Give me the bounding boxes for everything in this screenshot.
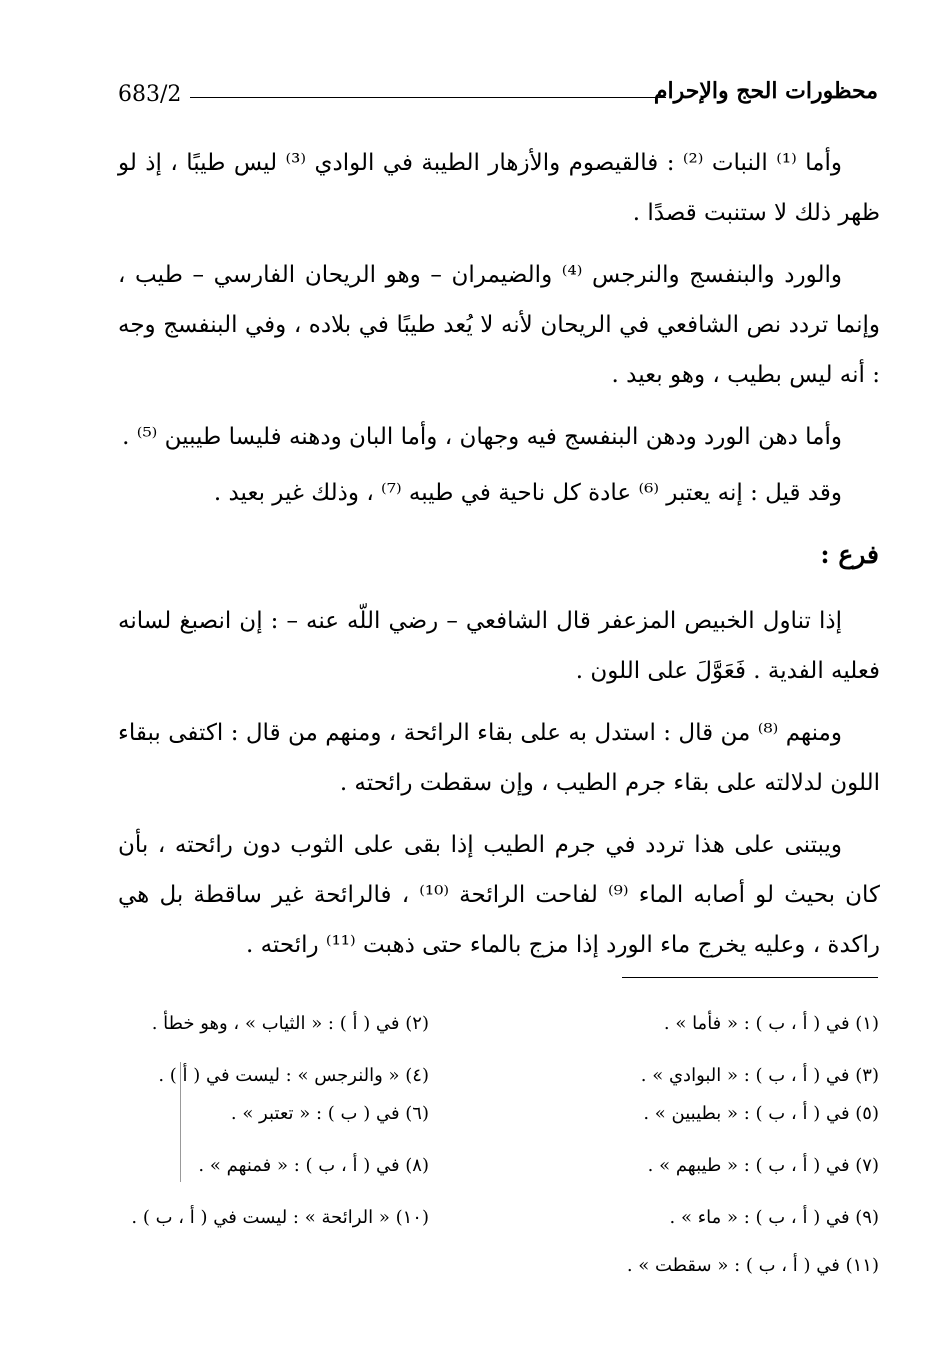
header-rule <box>190 97 666 98</box>
footnote-3: (٣) في ( أ ، ب ) : « البوادي » . <box>640 1065 879 1086</box>
paragraph-3: وأما دهن الورد ودهن البنفسج فيه وجهان ، وأما البان ودهنه فليسا طيبين ⁽⁵⁾ . <box>122 424 842 450</box>
page-header <box>118 78 878 114</box>
main-text-bottom <box>118 596 880 970</box>
footnote-10: (١٠) « الرائحة » : ليست في ( أ ، ب ) . <box>131 1207 429 1228</box>
footnote-1: (١) في ( أ ، ب ) : « فأما » . <box>663 1013 879 1034</box>
main-text-top <box>118 138 880 518</box>
footnote-6: (٦) في ( ب ) : « تعتبر » . <box>230 1103 429 1124</box>
branch-heading: فرع : <box>820 540 879 569</box>
footnote-4: (٤) « والنرجس » : ليست في ( أ ) . <box>158 1065 429 1086</box>
footnote-rule <box>622 977 878 978</box>
paragraph-2: والورد والبنفسج والنرجس ⁽⁴⁾ والضيمران – وهو الريحان الفارسي – طيب ، وإنما تردد نص الشافعي في الريحان لأنه لا يُعد طيبًا في بلاده ، وفي البنفسج وجه : أنه ليس بطيب ، وهو بعيد . <box>118 262 880 388</box>
page-number: 683/2 <box>118 82 182 107</box>
paragraph-4: وقد قيل : إنه يعتبر ⁽⁶⁾ عادة كل ناحية في طيبه ⁽⁷⁾ ، وذلك غير بعيد . <box>213 480 842 506</box>
paragraph-5: إذا تناول الخبيص المزعفر قال الشافعي – رضي اللّه عنه – : إن انصبغ لسانه فعليه الفدية . فَعَوَّلَ على اللون . <box>118 608 880 684</box>
paragraph-7: ويبتنى على هذا تردد في جرم الطيب إذا بقى على الثوب دون رائحته ، بأن كان بحيث لو أصابه الماء ⁽⁹⁾ لفاحت الرائحة ⁽¹⁰⁾ ، فالرائحة غير ساقطة بل هي راكدة ، وعليه يخرج ماء الورد إذا مزج بالماء حتى ذهبت ⁽¹¹⁾ رائحته . <box>118 832 880 958</box>
footnote-2: (٢) في ( أ ) : « الثياب » ، وهو خطأ . <box>151 1013 429 1034</box>
footnote-9: (٩) في ( أ ، ب ) : « ماء » . <box>669 1207 879 1228</box>
footnote-5: (٥) في ( أ ، ب ) : « بطيبين » . <box>643 1103 879 1124</box>
paragraph-6: ومنهم ⁽⁸⁾ من قال : استدل به على بقاء الرائحة ، ومنهم من قال : اكتفى ببقاء اللون لدلالته على بقاء جرم الطيب ، وإن سقطت رائحته . <box>118 720 880 796</box>
footnote-11: (١١) في ( أ ، ب ) : « سقطت » . <box>626 1255 879 1276</box>
margin-mark <box>180 1062 181 1182</box>
footnote-7: (٧) في ( أ ، ب ) : « طيبهم » . <box>647 1155 879 1176</box>
footnote-8: (٨) في ( أ ، ب ) : « فمنهم » . <box>198 1155 429 1176</box>
paragraph-1: وأما ⁽¹⁾ النبات ⁽²⁾ : فالقيصوم والأزهار الطيبة في الوادي ⁽³⁾ ليس طيبًا ، إذ لو ظهر ذلك لا ستنبت قصدًا . <box>118 150 880 226</box>
running-title: محظورات الحج والإحرام <box>653 78 878 104</box>
